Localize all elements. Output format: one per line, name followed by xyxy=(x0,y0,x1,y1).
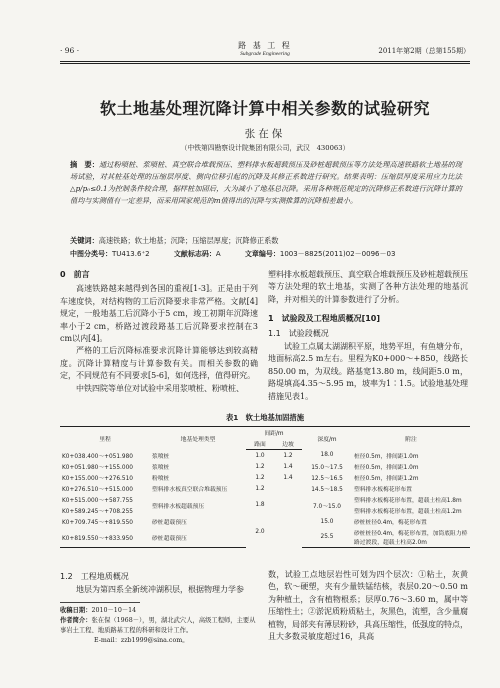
clc-label: 中图分类号： xyxy=(70,250,112,258)
intro-continuation: 塑料排水板超载预压、真空联合堆载预压及砂桩超载预压等方法处理的软土地基，实测了各种方法处理的地基沉降，并对相关的计算参数进行了分析。 xyxy=(268,270,468,304)
bottom-column-right xyxy=(268,569,468,643)
keywords-label: 关键词： xyxy=(70,236,99,245)
header-rule-thin xyxy=(60,63,470,64)
abstract-text: 通过粉喷桩、浆喷桩、真空联合堆载预压、塑料排水板超载预压及砂桩超载预压等方法处理高速铁路软土地基的现场试验，对其桩基处理的压缩层厚度、侧向位移引起的沉降及其修正系数进行研究。结果表明：压缩层厚度采用应力比法△p/p₀≤0.1为控制条件较合理，据样桩加固后，大为减小了地基总沉降。采用各种规范规定的沉降修正系数进行沉降计算的值均与实测值有一定差异，而采用国家规范的m值得出的沉降与实测推算的沉降相差最小。 xyxy=(70,160,462,205)
cell-mileage: K0+819.550～+833.950 xyxy=(60,527,150,548)
subsection-heading-1-1: 1.1 试验段概况 xyxy=(268,328,329,338)
page-number: · 96 · xyxy=(60,46,80,55)
cell-method: 砂桩超载预压 xyxy=(152,520,187,526)
cell-depth: 25.5 xyxy=(302,527,352,548)
footnote xyxy=(60,606,258,646)
cell-side: 1.4 xyxy=(283,463,293,470)
cell-mileage: K0+589.245～+708.255 xyxy=(62,509,133,515)
paper-title: 软土地基处理沉降计算中相关参数的试验研究 xyxy=(99,99,430,118)
cell-method: 浆喷桩 xyxy=(152,465,170,471)
cell-note: 桩径0.5m，排间距1.0m xyxy=(354,453,419,460)
body-column-right xyxy=(268,269,468,403)
cell-mileage: K0+155.000～+276.510 xyxy=(62,476,133,482)
body-column-left xyxy=(60,269,258,395)
cell-mileage: K0+709.745～+819.550 xyxy=(62,520,133,526)
cell-mid: 1.2 xyxy=(255,474,265,481)
cell-mileage: K0+038.400～+051.980 xyxy=(62,453,133,460)
table-row xyxy=(60,483,470,494)
cell-mid: 1.0 xyxy=(255,452,265,459)
article-id-label: 文章编号： xyxy=(244,250,280,258)
doc-code-value: A xyxy=(215,250,221,258)
cell-depth: 15.0～17.5 xyxy=(311,465,343,471)
table-row xyxy=(60,472,470,483)
cell-side: 1.2 xyxy=(283,452,293,459)
cell-mileage: K0+051.980～+155.000 xyxy=(62,465,133,471)
running-header xyxy=(60,40,470,62)
cell-note: 桩径0.5m，排间距1.0m xyxy=(354,465,419,471)
abstract-label: 摘 要： xyxy=(70,160,100,169)
section-heading-1: 1 试验段及工程地质概况[10] xyxy=(268,314,381,324)
col-header-side: 边坡 xyxy=(274,438,302,450)
paper-author: 张在保 xyxy=(244,128,286,140)
cell-note: 桩径0.5m，排间距1.2m xyxy=(354,476,419,482)
classification-line xyxy=(70,249,462,259)
article-id-value: 1003－8825(2011)02－0096－03 xyxy=(279,250,396,258)
cell-mid: 2.0 xyxy=(255,528,265,535)
cell-mid: 1.2 xyxy=(255,463,265,470)
header-rule xyxy=(60,61,470,62)
table-row xyxy=(60,494,470,505)
received-label: 收稿日期： xyxy=(60,607,92,614)
journal-title xyxy=(210,40,320,57)
cell-side xyxy=(274,494,302,516)
cell-mid: 1.8 xyxy=(255,502,265,508)
cell-note: 砂桩桩径0.4m，梅花形布置 xyxy=(354,520,427,526)
footnote-rule xyxy=(60,602,140,603)
cell-method: 粉喷桩 xyxy=(152,476,170,482)
col-header-method: 地基处理类型 xyxy=(150,427,246,450)
clc-value: TU413.6⁺2 xyxy=(112,250,150,258)
table-row xyxy=(60,461,470,472)
col-header-note: 附注 xyxy=(352,427,470,450)
doc-code-label: 文献标志码： xyxy=(173,250,216,258)
table-row xyxy=(60,450,470,462)
section-heading-intro: 0 前言 xyxy=(60,270,90,279)
author-affiliation: （中铁第四勘察设计院集团有限公司，武汉 430063） xyxy=(180,144,350,152)
col-header-spacing: 间距/m xyxy=(246,427,302,439)
cell-mileage: K0+276.510～+515.000 xyxy=(62,487,133,493)
intro-paragraph-3: 中铁四院等单位对试验中采用浆喷桩、粉喷桩、 xyxy=(76,383,244,393)
cell-mid: 1.2 xyxy=(255,485,265,492)
cell-note: 塑料排水板梅花形布置，超载土柱高1.2m xyxy=(354,509,462,515)
cell-side xyxy=(274,516,302,548)
cell-depth: 7.0～15.0 xyxy=(313,503,341,510)
test-section-paragraph: 试验工点属太湖湖积平原，地势平坦，有鱼塘分布，地面标高2.5 m左右。里程为K0+000～+850，线路长850.00 m，为双线。路基宽13.80 m，线间距5.0 m，路堤填高4.35～5.95 m，坡率为1∶1.5。试验地基处理措施见表1。 xyxy=(268,342,468,401)
subsection-heading-1-2: 1.2 工程地质概况 xyxy=(60,572,129,581)
cell-method: 塑料排水板超载预压 xyxy=(152,503,205,510)
cell-depth: 18.0 xyxy=(320,452,334,459)
cell-depth: 15.0 xyxy=(320,518,334,525)
cell-depth: 14.5～18.5 xyxy=(311,487,343,493)
cell-note: 塑料排水板梅花形布置 xyxy=(354,487,412,493)
reinforcement-table xyxy=(60,426,470,548)
cell-method: 砂桩超载预压 xyxy=(150,527,246,548)
intro-paragraph-1: 高速铁路越来越得到各国的重视[1-3]。正是由于列车速度快，对结构物的工后沉降要求非常严格。文献[4]规定，一般地基工后沉降小于5 cm，竣工初期年沉降速率小于2 cm，桥路过渡段路基工后沉降要求控制在3 cm以内[4]。 xyxy=(60,284,258,344)
keywords xyxy=(70,236,462,246)
received-date: 2010－10－14 xyxy=(91,607,137,614)
cell-note: 砂桩桩径0.4m，梅花形布置，加筒底阻力桥路过渡段，超载土柱高2.0m xyxy=(352,527,470,548)
strata-paragraph: 数，试验工点地层岩性可划为四个层次：①粘土，灰黄色，软～硬塑，夹有少量铁锰结核，表层0.20～0.50 m为种植土，含有植物根系；层厚0.76～3.60 m，属中等压缩性土；②淤泥质粉质粘土，灰黑色，流塑，含少量腐植物，局部夹有薄层粉砂，具高压缩性，低强度的特点，且大多数灵敏度超过16，具高 xyxy=(268,570,468,642)
table-row xyxy=(60,516,470,527)
keywords-text: 高速铁路；软土地基；沉降；压缩层厚度；沉降修正系数 xyxy=(98,236,279,245)
cell-method: 浆喷桩 xyxy=(152,453,170,460)
intro-paragraph-2: 严格的工后沉降标准要求沉降计算能够达到较高精度。沉降计算精度与计算参数有关。而相关参数的确定，不同规范有不同要求[5-6]，如何选择，值得研究。 xyxy=(60,346,258,381)
cell-mileage: K0+515.000～+587.755 xyxy=(62,498,133,504)
issue-info: 2011年第2期（总第155期） xyxy=(378,47,470,55)
cell-side: 1.4 xyxy=(283,474,293,481)
journal-name-en: Subgrade Engineering xyxy=(240,51,290,57)
journal-name-cn: 路 基 工 程 xyxy=(238,41,292,50)
cell-depth: 12.5～16.5 xyxy=(311,476,343,482)
cell-side xyxy=(274,483,302,494)
author-bio: 张在保（1968－），男，湖北武穴人，高级工程师，主要从事岩土工程、地质路基工程的科研和设计工作。 xyxy=(60,617,256,634)
table-caption: 表1 软土地基加固措施 xyxy=(225,413,305,422)
abstract xyxy=(70,159,462,207)
geology-paragraph: 地层为第四系全新统冲湖积层，根据物理力学参 xyxy=(76,585,244,595)
cell-method: 塑料排水板真空联合堆载预压 xyxy=(152,487,228,493)
col-header-depth: 深度/m xyxy=(302,427,352,450)
col-header-mileage: 里程 xyxy=(60,427,150,450)
bottom-column-left xyxy=(60,569,258,597)
cell-note: 塑料排水板梅花形布置，超载土柱高1.8m xyxy=(354,498,462,504)
author-bio-label: 作者简介： xyxy=(60,617,92,624)
col-header-middle: 路面 xyxy=(246,438,274,450)
author-email: E-mail：zzb1999@sina.com。 xyxy=(94,637,189,644)
